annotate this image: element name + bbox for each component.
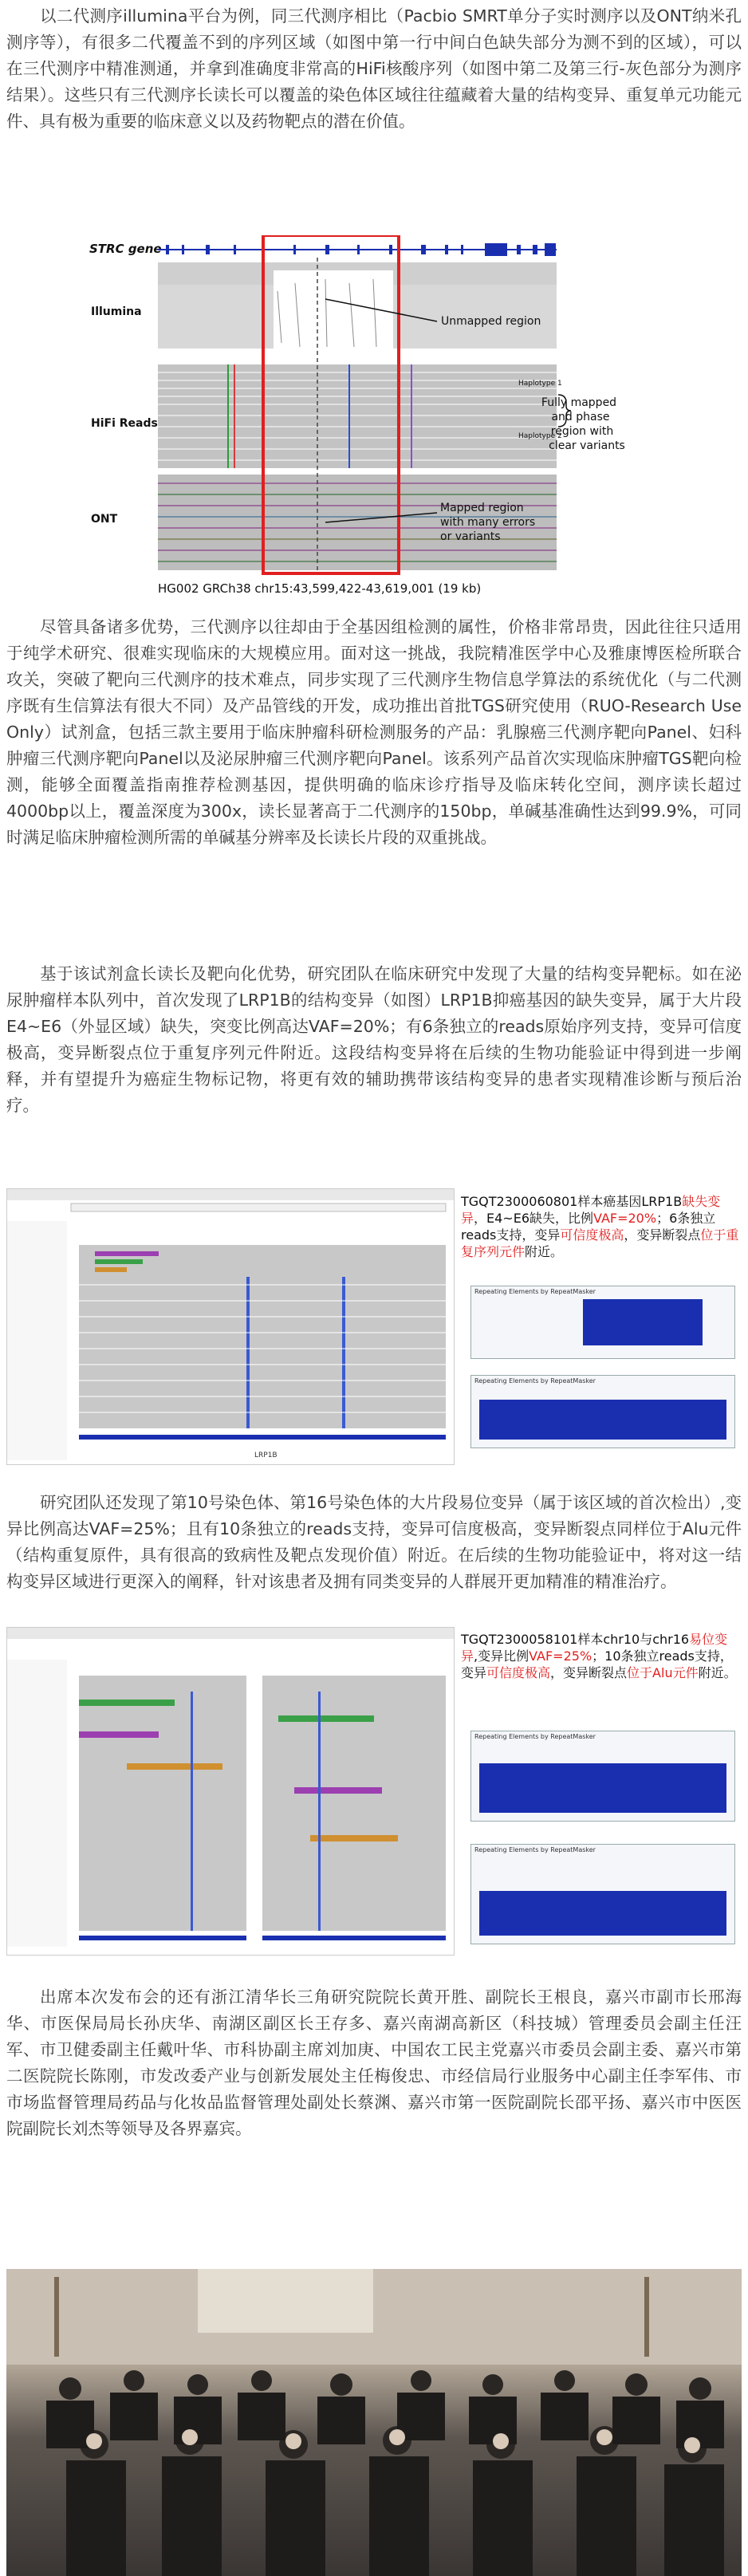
lrp1b-repeat-box-2: Repeating Elements by RepeatMasker <box>470 1375 735 1448</box>
track-label-ont: ONT <box>91 513 118 526</box>
lrp1b-igv-svg <box>7 1189 454 1464</box>
track-label-illumina: Illumina <box>91 305 142 318</box>
paragraph-illumina-comparison: 以二代测序illumina平台为例，同三代测序相比（Pacbio SMRT单分子实时测序以及ONT纳米孔测序等），有很多二代覆盖不到的序列区域（如图中第一行中间白色缺失部分为测不到的区域），可以在三代测序中精准测通，并拿到准确度非常高的HiFi核酸序列（如图中第二及第三行-灰色部分为测序结果）。这些只有三代测序长读长可以覆盖的染色体区域往往蕴藏着大量的结构变异、重复单元功能元件、具有极为重要的临床意义以及药物靶点的潜在价值。 <box>6 6 742 131</box>
annot-phased-3: region with <box>550 425 614 438</box>
figure-caption: HG002 GRCh38 chr15:43,599,422-43,619,001 (19 kb) <box>158 581 482 596</box>
annot-mapped-1: Mapped region <box>440 502 524 514</box>
strc-figure-svg <box>86 235 652 602</box>
gene-label: STRC gene <box>89 242 162 256</box>
annot-phased-1: Fully mapped <box>541 396 617 409</box>
strc-coverage-figure <box>86 235 652 602</box>
paragraph-lrp1b: 基于该试剂盒长读长及靶向化优势，研究团队在临床研究中发现了大量的结构变异靶标。如在泌尿肿瘤样本队列中，首次发现了LRP1B的结构变异（如图）LRP1B抑癌基因的缺失变异，属于大片段E4~E6（外显区域）缺失，突变比例高达VAF=20%；有6条独立的reads原始序列支持，变异可信度极高，变异断裂点位于重复序列元件附近。这段结构变异将在后续的生物功能验证中得到进一步阐释，并有望提升为癌症生物标记物，将更有效的辅助携带该结构变异的患者实现精准诊断与预后治疗。 <box>6 964 742 1115</box>
translocation-igv-panel <box>6 1627 455 1956</box>
conference-photo <box>6 2269 742 2576</box>
translocation-repeat-box-2: Repeating Elements by RepeatMasker <box>470 1844 735 1944</box>
paragraph-translocation: 研究团队还发现了第10号染色体、第16号染色体的大片段易位变异（属于该区域的首次检出）,变异比例高达VAF=25%；且有10条独立的reads支持，变异可信度极高，变异断裂点同样位于Alu元件（结构重复原件，具有很高的致病性及靶点发现价值）附近。在后续的生物功能验证中，将对这一结构变异区域进行更深入的阐释，针对该患者及拥有同类变异的人群展开更加精准的精准治疗。 <box>6 1493 742 1591</box>
conference-photo-svg <box>6 2269 742 2576</box>
haplotype-1-label: Haplotype 1 <box>518 380 562 388</box>
lrp1b-locus-label: LRP1B <box>254 1451 278 1459</box>
lrp1b-igv-panel <box>6 1188 455 1465</box>
annot-phased-4: clear variants <box>549 439 625 452</box>
lrp1b-repeat-box-1: Repeating Elements by RepeatMasker <box>470 1286 735 1359</box>
paragraph-attendees: 出席本次发布会的还有浙江清华长三角研究院院长黄开胜、副院长王根良，嘉兴市副市长邢海华、市医保局局长孙庆华、南湖区副区长王存多、嘉兴南湖高新区（科技城）管理委员会副主任汪军、市卫健委副主任戴叶华、市科协副主席刘加庚、中国农工民主党嘉兴市委员会副主委、嘉兴市第二医院院长陈刚，市发改委产业与创新发展处主任梅俊忠、市经信局行业服务中心副主任李军伟、市市场监督管理局药品与化妆品监督管理处副处长蔡渊、嘉兴市第一医院副院长邵平扬、嘉兴市中医医院副院长刘杰等领导及各界嘉宾。 <box>6 1987 742 2138</box>
annot-phased-2: and phase <box>551 411 610 423</box>
annot-mapped-3: or variants <box>440 530 501 543</box>
track-label-hifi: HiFi Reads <box>91 417 158 430</box>
annot-unmapped: Unmapped region <box>441 315 541 328</box>
haplotype-2-label: Haplotype 2 <box>518 432 562 440</box>
translocation-repeat-box-1: Repeating Elements by RepeatMasker <box>470 1731 735 1822</box>
lrp1b-caption: TGQT2300060801样本癌基因LRP1B缺失变异，E4~E6缺失，比例VAF=20%；6条独立reads支持，变异可信度极高，变异断裂点位于重复序列元件附近。 <box>461 1194 739 1259</box>
annot-mapped-2: with many errors <box>440 516 536 529</box>
lrp1b-reads <box>79 1245 446 1428</box>
translocation-caption: TGQT2300058101样本chr10与chr16易位变异,变异比例VAF=25%；10条独立reads支持，变异可信度极高，变异断裂点位于Alu元件附近。 <box>461 1632 737 1680</box>
translocation-igv-svg <box>7 1628 454 1955</box>
paragraph-tgs-products: 尽管具备诸多优势，三代测序以往却由于全基因组检测的属性，价格非常昂贵，因此往往只适用于纯学术研究、很难实现临床的大规模应用。面对这一挑战，我院精准医学中心及雅康博医检所联合攻关，突破了靶向三代测序的技术难点，同步实现了三代测序生物信息学算法的系统优化（与二代测序既有生信算法有很大不同）及产品管线的开发，成功推出首批TGS研究使用（RUO-Research Use Only）试剂盒，包括三款主要用于临床肿瘤科研检测服务的产品：乳腺癌三代测序靶向Panel、妇科肿瘤三代测序靶向Panel以及泌尿肿瘤三代测序靶向Panel。该系列产品首次实现临床肿瘤TGS靶向检测，能够全面覆盖指南推荐检测基因，提供明确的临床诊疗指导及临床转化空间，测序读长超过4000bp以上，覆盖深度为300x，读长显著高于二代测序的150bp，单碱基准确性达到99.9%，可同时满足临床肿瘤检测所需的单碱基分辨率及长读长片段的双重挑战。 <box>6 617 742 847</box>
